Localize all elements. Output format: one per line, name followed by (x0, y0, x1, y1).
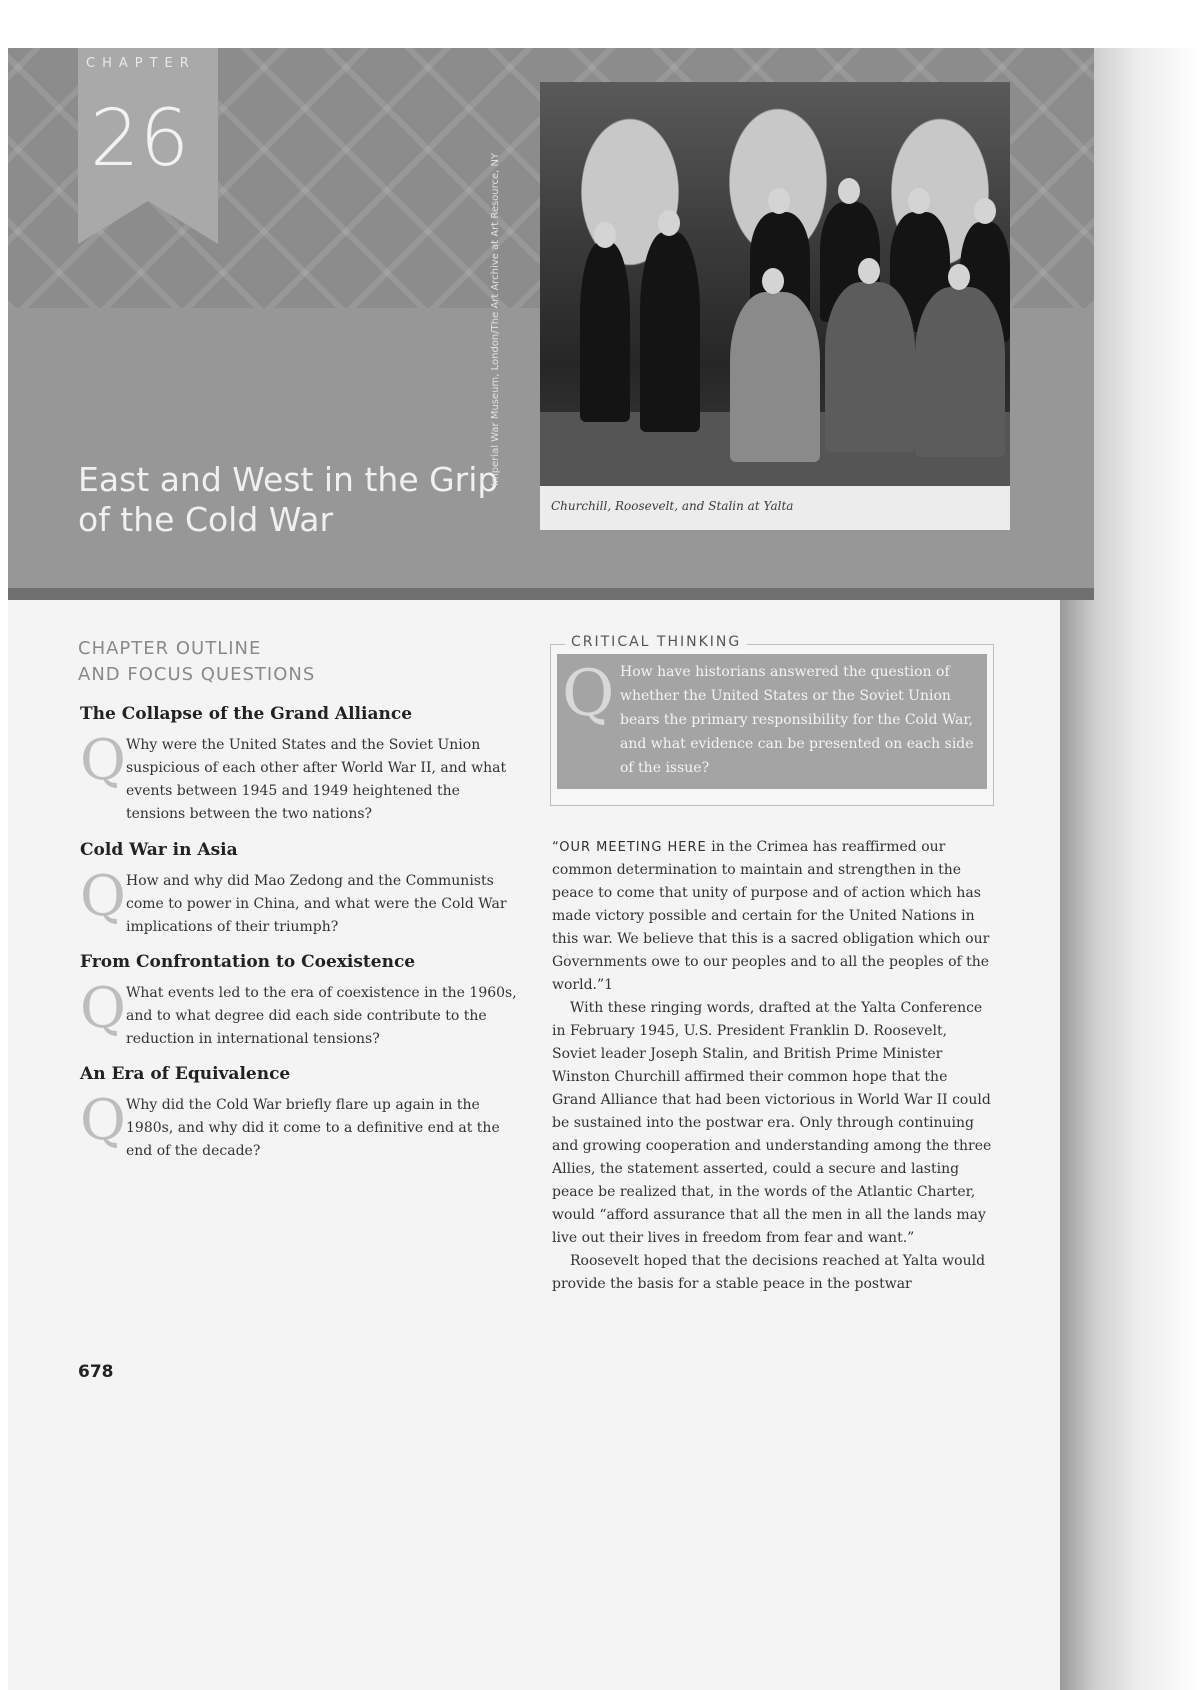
photo-figure-churchill (730, 292, 820, 462)
photo-head (658, 210, 680, 236)
body-paragraph-3: Roosevelt hoped that the decisions reached at Yalta would provide the basis for a stable peace in the postwar (552, 1253, 986, 1292)
photo-head (908, 188, 930, 214)
focus-question-text: Why were the United States and the Soviet Union suspicious of each other after World War II, and what events between 1945 and 1949 heightened the tensions between the two nations? (126, 737, 507, 822)
body-lead-in: “OUR MEETING HERE (552, 840, 707, 855)
outline-heading-line1: CHAPTER OUTLINE (78, 638, 262, 659)
chapter-label: CHAPTER (86, 56, 196, 71)
yalta-photo (540, 82, 1010, 486)
focus-question-text: What events led to the era of coexistence in the 1960s, and to what degree did each side contribute to the reduction in international tensions? (126, 985, 517, 1047)
photo-head (948, 264, 970, 290)
q-icon: Q (80, 728, 126, 793)
chapter-title-line2: of the Cold War (78, 500, 334, 539)
photo-head (838, 178, 860, 204)
chapter-title-line1: East and West in the Grip (78, 460, 499, 499)
photo-credit: Imperial War Museum, London/The Art Archive at Art Resource, NY (490, 152, 501, 486)
focus-question (80, 1088, 520, 1163)
q-icon: Q (562, 657, 615, 731)
chapter-number: 26 (90, 94, 190, 184)
q-icon: Q (80, 1088, 126, 1153)
section-title: The Collapse of the Grand Alliance (80, 704, 413, 724)
q-icon: Q (80, 976, 126, 1041)
focus-question (80, 728, 520, 826)
critical-thinking-question: How have historians answered the question of whether the United States or the Soviet Union bears the primary responsibility for the Cold War, and what evidence can be presented on each side of the issue? (620, 664, 974, 776)
focus-question-text: How and why did Mao Zedong and the Communists come to power in China, and what were the Cold War implications of their triumph? (126, 873, 507, 935)
photo-figure (580, 242, 630, 422)
photo-head (762, 268, 784, 294)
photo-head (858, 258, 880, 284)
outline-heading (78, 636, 498, 688)
photo-figure (640, 232, 700, 432)
outline-section (80, 840, 520, 939)
focus-question (80, 864, 520, 939)
photo-caption: Churchill, Roosevelt, and Stalin at Yalta (551, 499, 794, 513)
chapter-body (552, 836, 992, 1296)
header-rule (8, 588, 1094, 600)
body-paragraph-1-text: in the Crimea has reaffirmed our common determination to maintain and strengthen in the peace to come that unity of purpose and of action which has made victory possible and certain for the United Nations in this war. We believe that this is a sacred obligation which our Governments owe to our peoples and to all the peoples of the world.”1 (552, 839, 990, 993)
q-icon: Q (80, 864, 126, 929)
outline-section (80, 1064, 520, 1163)
outline-heading-line2: AND FOCUS QUESTIONS (78, 664, 316, 685)
photo-head (974, 198, 996, 224)
body-paragraph-2: With these ringing words, drafted at the Yalta Conference in February 1945, U.S. President Franklin D. Roosevelt, Soviet leader Joseph Stalin, and British Prime Minister Winston Churchill affirmed their common hope that the Grand Alliance that had been victorious in World War II could be sustained into the postwar era. Only through continuing and growing cooperation and understanding among the three Allies, the statement asserted, could a secure and lasting peace be realized that, in the words of the Atlantic Charter, would “afford assurance that all the men in all the lands may live out their lives in freedom from fear and want.” (552, 1000, 992, 1246)
section-title: Cold War in Asia (80, 840, 238, 860)
photo-head (594, 222, 616, 248)
outline-section (80, 704, 520, 826)
section-title: An Era of Equivalence (80, 1064, 291, 1084)
photo-head (768, 188, 790, 214)
section-title: From Confrontation to Coexistence (80, 952, 416, 972)
photo-figure-stalin (915, 287, 1005, 457)
photo-figure-roosevelt (825, 282, 915, 452)
page-number: 678 (78, 1362, 114, 1382)
focus-question (80, 976, 520, 1051)
chapter-title (78, 460, 528, 540)
body-paragraph-1 (552, 836, 992, 997)
outline-section (80, 952, 520, 1051)
critical-thinking-label: CRITICAL THINKING (565, 634, 747, 650)
focus-question-text: Why did the Cold War briefly flare up again in the 1980s, and why did it come to a definitive end at the end of the decade? (126, 1097, 500, 1159)
